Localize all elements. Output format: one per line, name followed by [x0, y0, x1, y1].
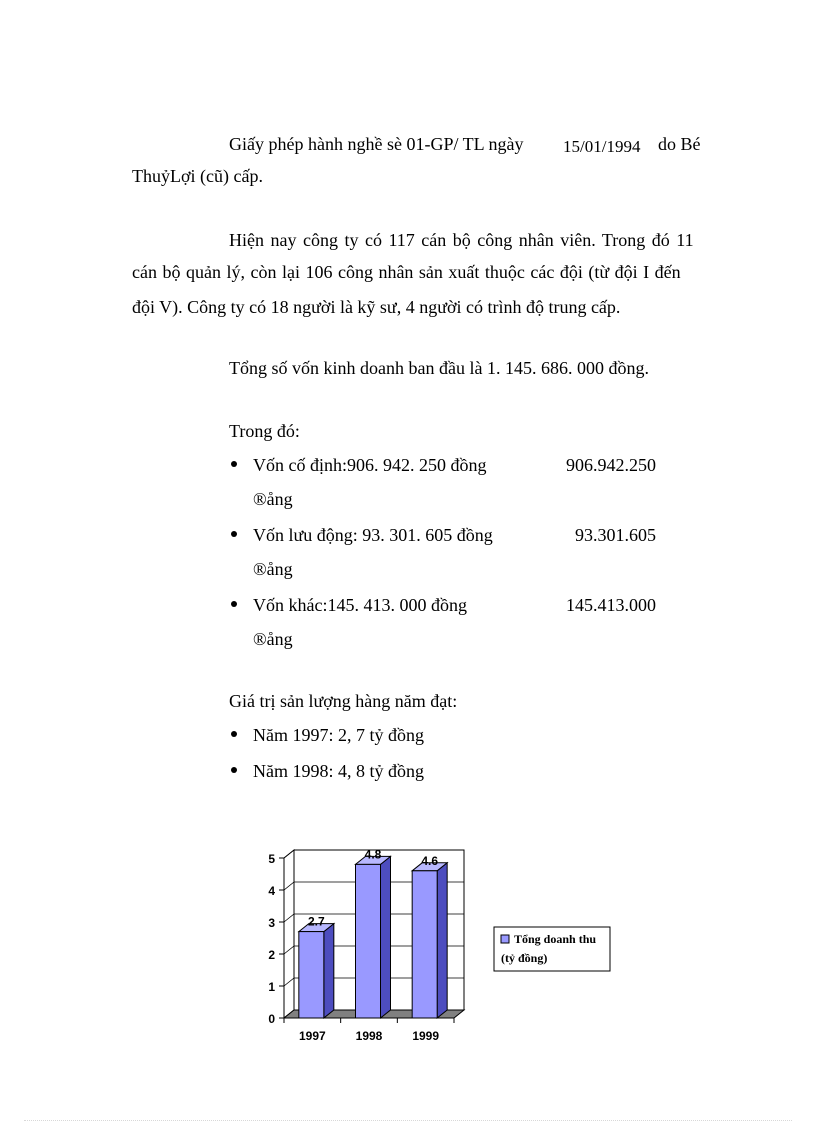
revenue-chart	[258, 842, 628, 1057]
chart-legend-swatch	[501, 935, 509, 943]
paragraph1-line1-start: Giấy phép hành nghề sè 01-GP/ TL ngày	[229, 134, 524, 154]
chart-bar-side	[324, 924, 334, 1018]
paragraph2-line2: cán bộ quản lý, còn lại 106 công nhân sản xuất thuộc các đội (từ đội I đến	[132, 262, 681, 282]
chart-bar	[356, 864, 381, 1018]
capital-item-working-unit: ®ång	[253, 559, 293, 579]
capital-item-working-amount: 93.301.605	[575, 525, 656, 545]
capital-intro: Trong đó:	[229, 421, 300, 441]
chart-data-label: 2.7	[307, 914, 325, 929]
chart-data-label: 4.8	[364, 847, 382, 862]
paragraph2-line1: Hiện nay công ty có 117 cán bộ công nhân viên. Trong đó 11	[229, 230, 694, 250]
chart-y-tick-label: 3	[268, 916, 275, 930]
chart-bar	[299, 932, 324, 1018]
permit-date: 15/01/1994	[563, 137, 641, 156]
bullet-icon	[231, 601, 237, 607]
chart-y-tick-label: 4	[268, 884, 275, 898]
capital-item-other: Vốn khác:145. 413. 000 đồng	[253, 595, 467, 615]
chart-bar-side	[381, 856, 391, 1018]
chart-y-tick-label: 2	[268, 948, 275, 962]
capital-item-fixed-amount: 906.942.250	[566, 455, 656, 475]
capital-item-other-unit: ®ång	[253, 629, 293, 649]
bullet-icon	[231, 767, 237, 773]
chart-y-tick-label: 0	[268, 1012, 275, 1026]
chart-x-tick-label: 1997	[298, 1029, 326, 1043]
capital-total: Tổng số vốn kinh doanh ban đầu là 1. 145. 686. 000 đồng.	[229, 358, 649, 378]
chart-side-wall	[284, 850, 294, 1018]
capital-item-working: Vốn lưu động: 93. 301. 605 đồng	[253, 525, 493, 545]
chart-y-tick-label: 5	[268, 852, 275, 866]
capital-item-fixed: Vốn cố định:906. 942. 250 đồng	[253, 455, 487, 475]
chart-x-tick-label: 1998	[355, 1029, 383, 1043]
paragraph1-line1-end: do Bé	[658, 134, 701, 154]
bullet-icon	[231, 531, 237, 537]
chart-legend-label: Tổng doanh thu	[514, 932, 597, 946]
output-item-1997: Năm 1997: 2, 7 tỷ đồng	[253, 725, 424, 745]
chart-data-label: 4.6	[421, 853, 439, 868]
chart-bar	[412, 871, 437, 1018]
bullet-icon	[231, 731, 237, 737]
paragraph2-line3: đội V). Công ty có 18 người là kỹ sư, 4 người có trình độ trung cấp.	[132, 297, 621, 317]
chart-y-tick-label: 1	[268, 980, 275, 994]
output-item-1998: Năm 1998: 4, 8 tỷ đồng	[253, 761, 424, 781]
output-intro: Giá trị sản lượng hàng năm đạt:	[229, 691, 458, 711]
capital-item-other-amount: 145.413.000	[566, 595, 656, 615]
chart-legend-label-unit: (tỷ đồng)	[501, 951, 548, 965]
chart-x-tick-label: 1999	[412, 1029, 440, 1043]
paragraph1-line2: ThuỷLợi (cũ) cấp.	[132, 166, 263, 186]
page-footer-divider	[24, 1120, 792, 1121]
capital-item-fixed-unit: ®ång	[253, 489, 293, 509]
chart-bar-side	[437, 863, 447, 1018]
bullet-icon	[231, 461, 237, 467]
